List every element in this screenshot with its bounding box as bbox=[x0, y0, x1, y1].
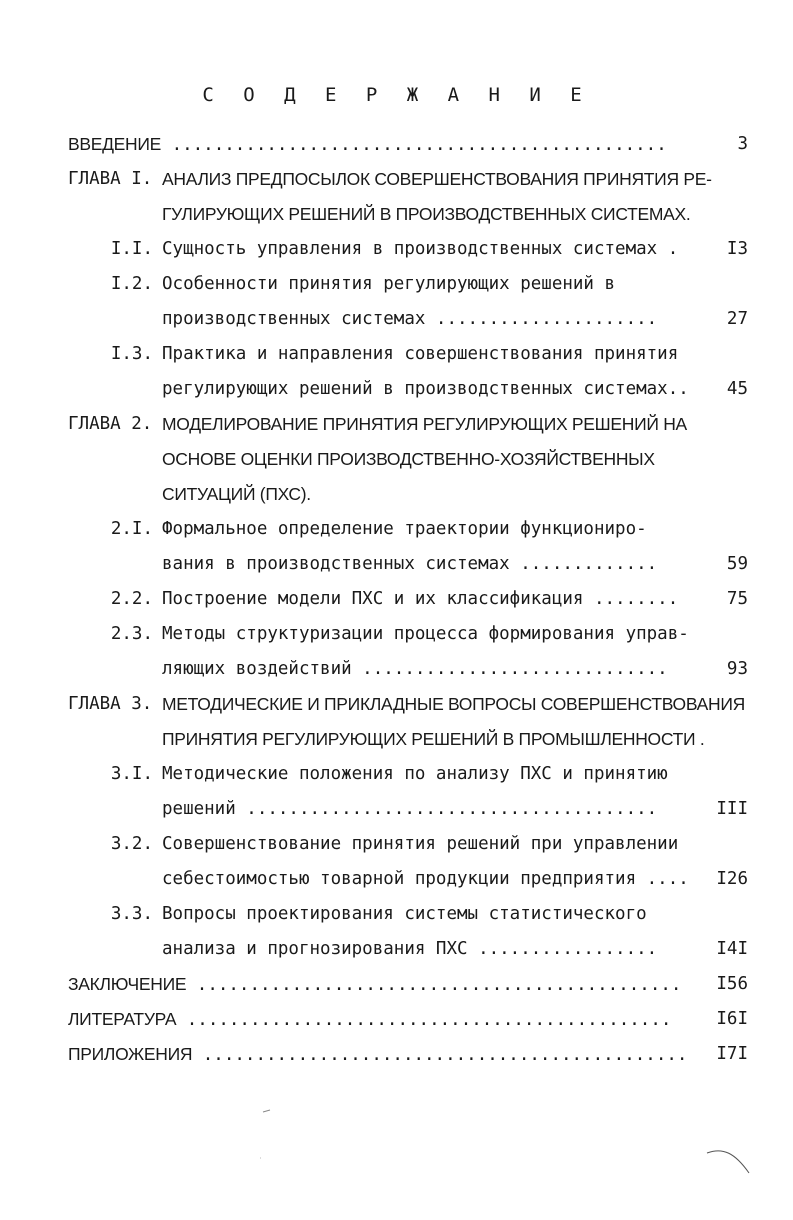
page-number: I26 bbox=[716, 869, 748, 889]
toc-entry-appendices bbox=[0, 1038, 793, 1073]
entry-title-line-2: регулирующих решений в производственных системах.. bbox=[162, 379, 689, 399]
section-number: 3.3. bbox=[110, 904, 153, 924]
entry-title-line-1: Особенности принятия регулирующих решений в bbox=[162, 274, 616, 294]
section-number: 3.I. bbox=[110, 764, 153, 784]
entry-title-line-3: СИТУАЦИЙ (ПХС). bbox=[162, 484, 311, 504]
page-number: I7I bbox=[716, 1044, 748, 1064]
page-number: I3 bbox=[726, 239, 748, 259]
toc-entry-chapter-2 bbox=[0, 408, 793, 443]
entry-title-line-1: МОДЕЛИРОВАНИЕ ПРИНЯТИЯ РЕГУЛИРУЮЩИХ РЕШЕНИЙ НА bbox=[162, 414, 687, 434]
entry-title-line-1: МЕТОДИЧЕСКИЕ И ПРИКЛАДНЫЕ ВОПРОСЫ СОВЕРШЕНСТВОВАНИЯ bbox=[162, 694, 745, 714]
entry-title-line-2: ляющих воздействий ............................. bbox=[162, 659, 668, 679]
toc-entry-section-2-2 bbox=[0, 583, 793, 618]
toc-entry-section-3-3 bbox=[0, 898, 793, 933]
toc-entry-section-1-1 bbox=[0, 233, 793, 268]
section-number: I.3. bbox=[110, 344, 153, 364]
pencil-mark bbox=[705, 1145, 755, 1180]
entry-title: ЛИТЕРАТУРА bbox=[68, 1009, 177, 1029]
entry-title-line-1: Практика и направления совершенствования принятия bbox=[162, 344, 679, 364]
page-number: 27 bbox=[726, 309, 748, 329]
section-number: 2.I. bbox=[110, 519, 153, 539]
page-number: 93 bbox=[726, 659, 748, 679]
entry-title-line-1: АНАЛИЗ ПРЕДПОСЫЛОК СОВЕРШЕНСТВОВАНИЯ ПРИНЯТИЯ РЕ- bbox=[162, 169, 712, 189]
page-number: I6I bbox=[716, 1009, 748, 1029]
section-number: 3.2. bbox=[110, 834, 153, 854]
leader-dots: .............................................. bbox=[186, 975, 682, 995]
section-number: I.2. bbox=[110, 274, 153, 294]
toc-entry-introduction bbox=[0, 128, 793, 163]
section-number: 2.3. bbox=[110, 624, 153, 644]
entry-title: ЗАКЛЮЧЕНИЕ bbox=[68, 974, 187, 994]
toc-entry-chapter-1 bbox=[0, 163, 793, 198]
entry-title-line-2: ГУЛИРУЮЩИХ РЕШЕНИЙ В ПРОИЗВОДСТВЕННЫХ СИСТЕМАХ. bbox=[162, 204, 691, 224]
section-number: I.I. bbox=[110, 239, 153, 259]
toc-entry-conclusion bbox=[0, 968, 793, 1003]
toc-entry-chapter-3 bbox=[0, 688, 793, 723]
entry-title: ПРИЛОЖЕНИЯ bbox=[68, 1044, 193, 1064]
page-number: I4I bbox=[716, 939, 748, 959]
toc-entry-references bbox=[0, 1003, 793, 1038]
entry-title-line-2: себестоимостью товарной продукции предприятия .... bbox=[162, 869, 689, 889]
entry-title-line-1: Построение модели ПХС и их классификация ........ bbox=[162, 589, 679, 609]
page-number: 59 bbox=[726, 554, 748, 574]
page-number: 75 bbox=[726, 589, 748, 609]
leader-dots: .............................................. bbox=[176, 1010, 672, 1030]
entry-title-line-1: Формальное определение траектории функциониро- bbox=[162, 519, 647, 539]
toc-entry-section-2-1 bbox=[0, 513, 793, 548]
entry-title-line-1: Вопросы проектирования системы статистического bbox=[162, 904, 647, 924]
entry-title-line-2: производственных системах ..................... bbox=[162, 309, 658, 329]
toc-entry-section-1-2 bbox=[0, 268, 793, 303]
entry-title-line-2: ПРИНЯТИЯ РЕГУЛИРУЮЩИХ РЕШЕНИЙ В ПРОМЫШЛЕННОСТИ . bbox=[162, 729, 705, 749]
entry-title-line-2: анализа и прогнозирования ПХС ................. bbox=[162, 939, 658, 959]
chapter-number: ГЛАВА I. bbox=[68, 169, 153, 189]
entry-title-line-2: ОСНОВЕ ОЦЕНКИ ПРОИЗВОДСТВЕННО-ХОЗЯЙСТВЕННЫХ bbox=[162, 449, 655, 469]
entry-title-line-1: Сущность управления в производственных системах . bbox=[162, 239, 679, 259]
entry-title-line-1: Совершенствование принятия решений при управлении bbox=[162, 834, 679, 854]
page-number: I56 bbox=[716, 974, 748, 994]
toc-entry-section-3-1 bbox=[0, 758, 793, 793]
chapter-number: ГЛАВА 2. bbox=[68, 414, 153, 434]
table-of-contents bbox=[0, 128, 793, 1073]
entry-title-line-2: решений ....................................... bbox=[162, 799, 658, 819]
leader-dots: ............................................... bbox=[161, 135, 667, 155]
entry-title-line-2: вания в производственных системах ............. bbox=[162, 554, 658, 574]
chapter-number: ГЛАВА 3. bbox=[68, 694, 153, 714]
entry-title-line-1: Методы структуризации процесса формирования управ- bbox=[162, 624, 689, 644]
page-number: 3 bbox=[737, 134, 748, 154]
toc-entry-section-3-2 bbox=[0, 828, 793, 863]
entry-title: ВВЕДЕНИЕ bbox=[68, 134, 162, 154]
page-title: С О Д Е Р Ж А Н И Е bbox=[202, 84, 591, 106]
toc-entry-section-1-3 bbox=[0, 338, 793, 373]
page-number: 45 bbox=[726, 379, 748, 399]
section-number: 2.2. bbox=[110, 589, 153, 609]
leader-dots: .............................................. bbox=[192, 1045, 688, 1065]
entry-title-line-1: Методические положения по анализу ПХС и принятию bbox=[162, 764, 668, 784]
scan-speck bbox=[258, 1100, 278, 1160]
toc-entry-section-2-3 bbox=[0, 618, 793, 653]
page-number: III bbox=[716, 799, 748, 819]
